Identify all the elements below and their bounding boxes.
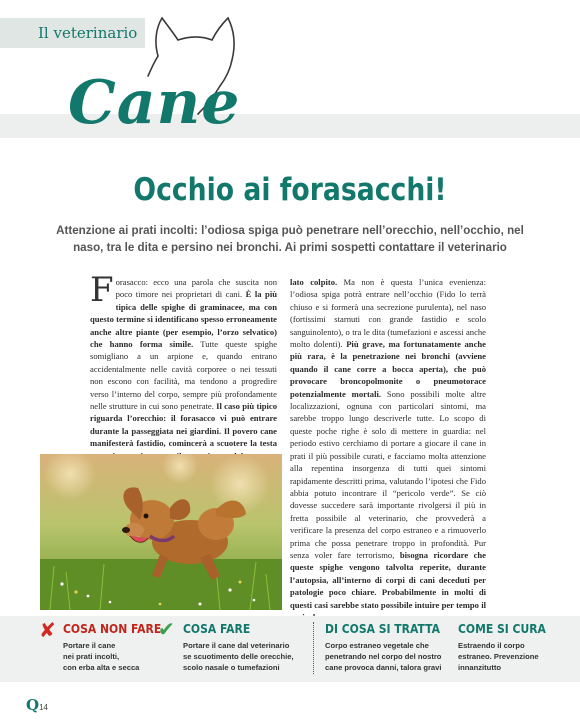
- body-text: Tutte queste spighe somigliano a un arpione e, quando entrano accidentalmente nelle cavità corporee o nei tessuti non escono con facilità, ma tendono a progredire verso l’interno del corpo, sempre più profondamente nelle strutture in cui sono penetrate.: [90, 339, 278, 412]
- body-text: Sono possibili molte altre localizzazioni, ognuna con particolari sintomi, ma sarebbe troppo lungo descriverle tutte. Lo scopo di queste poche righe è solo di mettere in guardia: nel periodo estivo cerchiamo di portare a giocare il cane in prati il più possibile curati, e facciamo molta attenzione alla repentina insorgenza di tutti quei sintomi rapidamente descritti prima, valutando l’ipotesi che Fido abbia potuto incontrare il “pericolo verde”. Se ciò dovesse succedere sarà importante rivolgersi il più in fretta possibile al veterinario, che provvederà a verificare la presenza del corpo estraneo e a rimuoverlo prima che possa penetrare troppo in profondità. Pur senza voler fare terrorismo,: [290, 388, 486, 560]
- article-standfirst: Attenzione ai prati incolti: l’odiosa spiga può penetrare nell’orecchio, nell’occhio, nel naso, tra le dita e persino nei bronchi. Ai primi sospetti contattare il veterinario: [56, 224, 524, 254]
- body-text: Ma non è questa l’unica evenienza: l’odiosa spiga potrà entrare nell’occhio (Fido lo terrà chiuso e si formerà una secrezione purulenta), nel naso (fortissimi starnuti con grande fastidio e scolo sanguinolento), o tra le dita (tumefazioni e ascessi anche molto dolenti).: [290, 277, 486, 350]
- info-line: se scuotimento delle orecchie,: [183, 652, 294, 661]
- drop-cap: F: [90, 270, 114, 310]
- magazine-logo: Q: [26, 696, 40, 714]
- info-line: Portare il cane dal veterinario: [183, 641, 290, 650]
- body-text-bold: lato colpito.: [290, 277, 338, 287]
- article-title: Occhio ai forasacchi!: [133, 172, 447, 208]
- info-box-title: DI COSA SI TRATTA: [325, 622, 441, 636]
- section-label: Il veterinario: [0, 18, 145, 48]
- dog-running-photo: [40, 454, 282, 610]
- info-box-cure: [458, 622, 556, 673]
- article-column-1: [90, 270, 278, 462]
- info-box-title: COSA NON FARE: [63, 622, 162, 636]
- info-box-body: [63, 640, 172, 673]
- info-box-body: [458, 640, 556, 673]
- body-text-bold: Il caso più tipico riguarda l’orecchio: il forasacco vi può entrare durante la passeggiata nei giardini. Il povero cane manifesterà fastidio, comincerà a scuotere la testa: [90, 401, 277, 449]
- info-line: con erba alta e secca: [63, 663, 140, 672]
- body-text-bold: Più grave, ma fortunatamente anche più rara, è la penetrazione nei bronchi (avviene quando il cane corre a bocca aperta), che può provocare broncopolmonite o pneumotorace potenzialmente mortali.: [290, 339, 486, 399]
- brand-title: Cane: [68, 68, 241, 138]
- info-line: Portare il cane: [63, 641, 116, 650]
- info-line: Estraendo il corpo: [458, 641, 525, 650]
- box-divider: [313, 622, 314, 674]
- info-line: penetrando nel corpo del nostro: [325, 652, 442, 661]
- info-box-do: [160, 622, 294, 673]
- page-number: 14: [39, 703, 48, 712]
- info-line: estraneo. Prevenzione: [458, 652, 539, 661]
- info-line: innanzitutto: [458, 663, 502, 672]
- info-box-what: [325, 622, 453, 673]
- info-line: Corpo estraneo vegetale che: [325, 641, 429, 650]
- article-column-2: [290, 276, 486, 623]
- body-text-bold: bisogna ricordare che queste spighe vengono talvolta reperite, durante l’autopsia, all’interno di corpi di cani deceduti per patologie poco chiare. Probabilmente in molti di questi casi sarebbe stato possibile intuire per tempo il: [290, 549, 486, 610]
- body-text: orasacco: ecco una parola che suscita non poco timore nei proprietari di cani.: [115, 277, 277, 300]
- page-footer: [26, 696, 48, 715]
- info-box-title: COSA FARE: [183, 622, 251, 636]
- info-box-body: [183, 640, 294, 673]
- info-box-body: [325, 640, 453, 673]
- info-line: nei prati incolti,: [63, 652, 120, 661]
- checkmark-icon: ✔: [158, 617, 175, 641]
- info-box-dont: [39, 618, 172, 673]
- info-line: cane provoca danni, talora gravi: [325, 663, 442, 672]
- cross-icon: ✘: [39, 618, 56, 642]
- info-box-title: COME SI CURA: [458, 622, 546, 636]
- body-text-bold: È la più tipica delle spighe di graminacee, ma con questo termine si identificano spesso erroneamente anche altre piante (per esempio, l’orzo selvatico) che hanno forma simile.: [90, 289, 277, 350]
- info-line: scolo nasale o tumefazioni: [183, 663, 280, 672]
